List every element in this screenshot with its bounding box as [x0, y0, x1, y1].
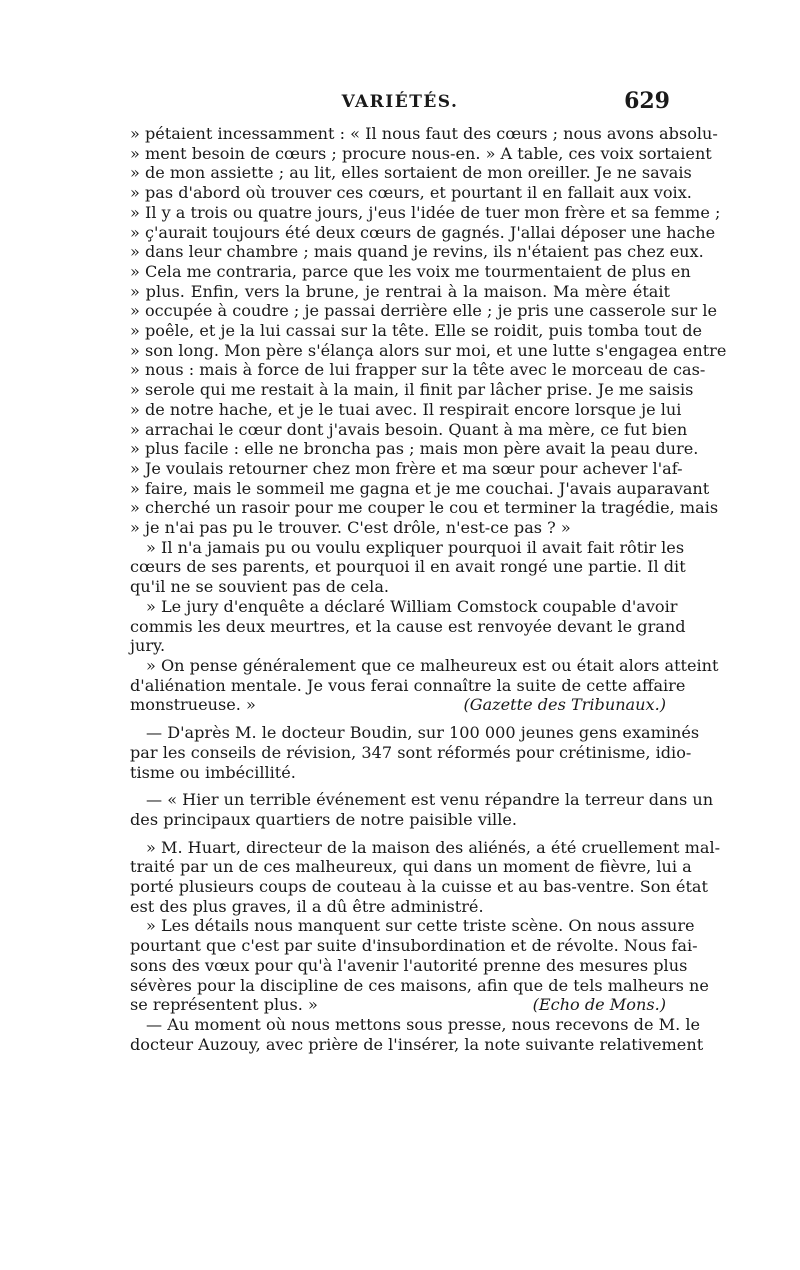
paragraph [130, 723, 700, 782]
paragraph-gap [130, 715, 670, 723]
page-body [130, 124, 727, 1054]
text-line: » de notre hache, et je le tuai avec. Il respirait encore lorsque je lui [130, 399, 682, 419]
paragraph-gap [130, 782, 670, 790]
text-line: sons des vœux pour qu'à l'avenir l'autorité prenne des mesures plus [130, 955, 688, 975]
running-title: VARIÉTÉS. [341, 92, 459, 112]
text-line: » poêle, et je la lui cassai sur la tête. Elle se roidit, puis tomba tout de [130, 321, 703, 341]
text-line: » son long. Mon père s'élança alors sur moi, et une lutte s'engagea entre [130, 340, 727, 360]
text-line: » pétaient incessamment : « Il nous faut des cœurs ; nous avons absolu- [130, 124, 718, 143]
text-line: » pas d'abord où trouver ces cœurs, et pourtant il en fallait aux voix. [130, 183, 692, 203]
page-number: 629 [624, 88, 670, 114]
text-line: » M. Huart, directeur de la maison des aliénés, a été cruellement mal- [146, 837, 721, 857]
source-citation: (Echo de Mons.) [532, 995, 666, 1015]
text-line: sévères pour la discipline de ces maisons, afin que de tels malheurs ne [130, 975, 709, 995]
text-line: tisme ou imbécillité. [130, 762, 296, 782]
text-line: » Je voulais retourner chez mon frère et ma sœur pour achever l'af- [130, 458, 683, 478]
text-line: » de mon assiette ; au lit, elles sortaient de mon oreiller. Je ne savais [130, 163, 692, 183]
text-line: » Le jury d'enquête a déclaré William Comstock coupable d'avoir [146, 596, 678, 616]
paragraph [130, 655, 719, 715]
text-line: » je n'ai pas pu le trouver. C'est drôle, n'est-ce pas ? » [130, 518, 571, 538]
text-line: » Il n'a jamais pu ou voulu expliquer pourquoi il avait fait rôtir les [146, 537, 685, 557]
text-line: porté plusieurs coups de couteau à la cuisse et au bas-ventre. Son état [130, 877, 708, 897]
line-text: monstrueuse. » [130, 695, 256, 715]
text-line: » ment besoin de cœurs ; procure nous-en. » A table, ces voix sortaient [130, 143, 712, 163]
text-line: par les conseils de révision, 347 sont réformés pour crétinisme, idio- [130, 742, 692, 762]
text-line: » arrachai le cœur dont j'avais besoin. Quant à ma mère, ce fut bien [130, 419, 688, 439]
text-line: » dans leur chambre ; mais quand je revins, ils n'étaient pas chez eux. [130, 242, 704, 262]
text-line: commis les deux meurtres, et la cause est renvoyée devant le grand [130, 616, 686, 636]
text-line: — Au moment où nous mettons sous presse, nous recevons de M. le [146, 1014, 700, 1034]
text-line: qu'il ne se souvient pas de cela. [130, 577, 390, 597]
page-header [130, 88, 670, 118]
text-line: » cherché un rasoir pour me couper le cou et terminer la tragédie, mais [130, 498, 719, 518]
paragraph [130, 837, 721, 917]
text-line: » occupée à coudre ; je passai derrière elle ; je pris une casserole sur le [130, 301, 718, 321]
paragraph [130, 790, 714, 829]
text-line: » Les détails nous manquent sur cette triste scène. On nous assure [146, 916, 695, 936]
paragraph [130, 596, 686, 656]
text-line: » plus facile : elle ne broncha pas ; mais mon père avait la peau dure. [130, 439, 699, 459]
text-line: » ç'aurait toujours été deux cœurs de gagnés. J'allai déposer une hache [130, 222, 716, 242]
text-line: d'aliénation mentale. Je vous ferai connaître la suite de cette affaire [130, 675, 686, 695]
text-line: » Il y a trois ou quatre jours, j'eus l'idée de tuer mon frère et sa femme ; [130, 202, 721, 222]
text-line: des principaux quartiers de notre paisible ville. [130, 809, 517, 829]
paragraph-gap [130, 830, 670, 838]
text-line: docteur Auzouy, avec prière de l'insérer, la note suivante relativement [130, 1034, 704, 1054]
text-line: » plus. Enfin, vers la brune, je rentrai à la maison. Ma mère était [130, 281, 670, 301]
paragraph [130, 537, 686, 597]
text-line: » serole qui me restait à la main, il finit par lâcher prise. Je me saisis [130, 380, 694, 400]
text-line: » On pense généralement que ce malheureux est ou était alors atteint [146, 655, 719, 675]
text-line: — D'après M. le docteur Boudin, sur 100 000 jeunes gens examinés [146, 723, 700, 743]
text-line [130, 695, 670, 715]
text-line: » Cela me contraria, parce que les voix me tourmentaient de plus en [130, 261, 691, 281]
text-line: — « Hier un terrible événement est venu répandre la terreur dans un [146, 790, 714, 810]
paragraph [130, 124, 727, 538]
text-line: » nous : mais à force de lui frapper sur la tête avec le morceau de cas- [130, 360, 706, 380]
line-text: se représentent plus. » [130, 995, 318, 1015]
paragraph [130, 1014, 704, 1054]
text-line: pourtant que c'est par suite d'insubordination et de révolte. Nous fai- [130, 936, 698, 956]
text-line: » faire, mais le sommeil me gagna et je me couchai. J'avais auparavant [130, 478, 710, 498]
text-line: cœurs de ses parents, et pourquoi il en avait rongé une partie. Il dit [130, 557, 686, 577]
text-line: traité par un de ces malheureux, qui dans un moment de fièvre, lui a [130, 857, 692, 877]
text-line: jury. [130, 636, 166, 656]
text-line [130, 995, 670, 1015]
text-line: est des plus graves, il a dû être administré. [130, 896, 484, 916]
source-citation: (Gazette des Tribunaux.) [463, 695, 666, 715]
paragraph [130, 916, 709, 1015]
